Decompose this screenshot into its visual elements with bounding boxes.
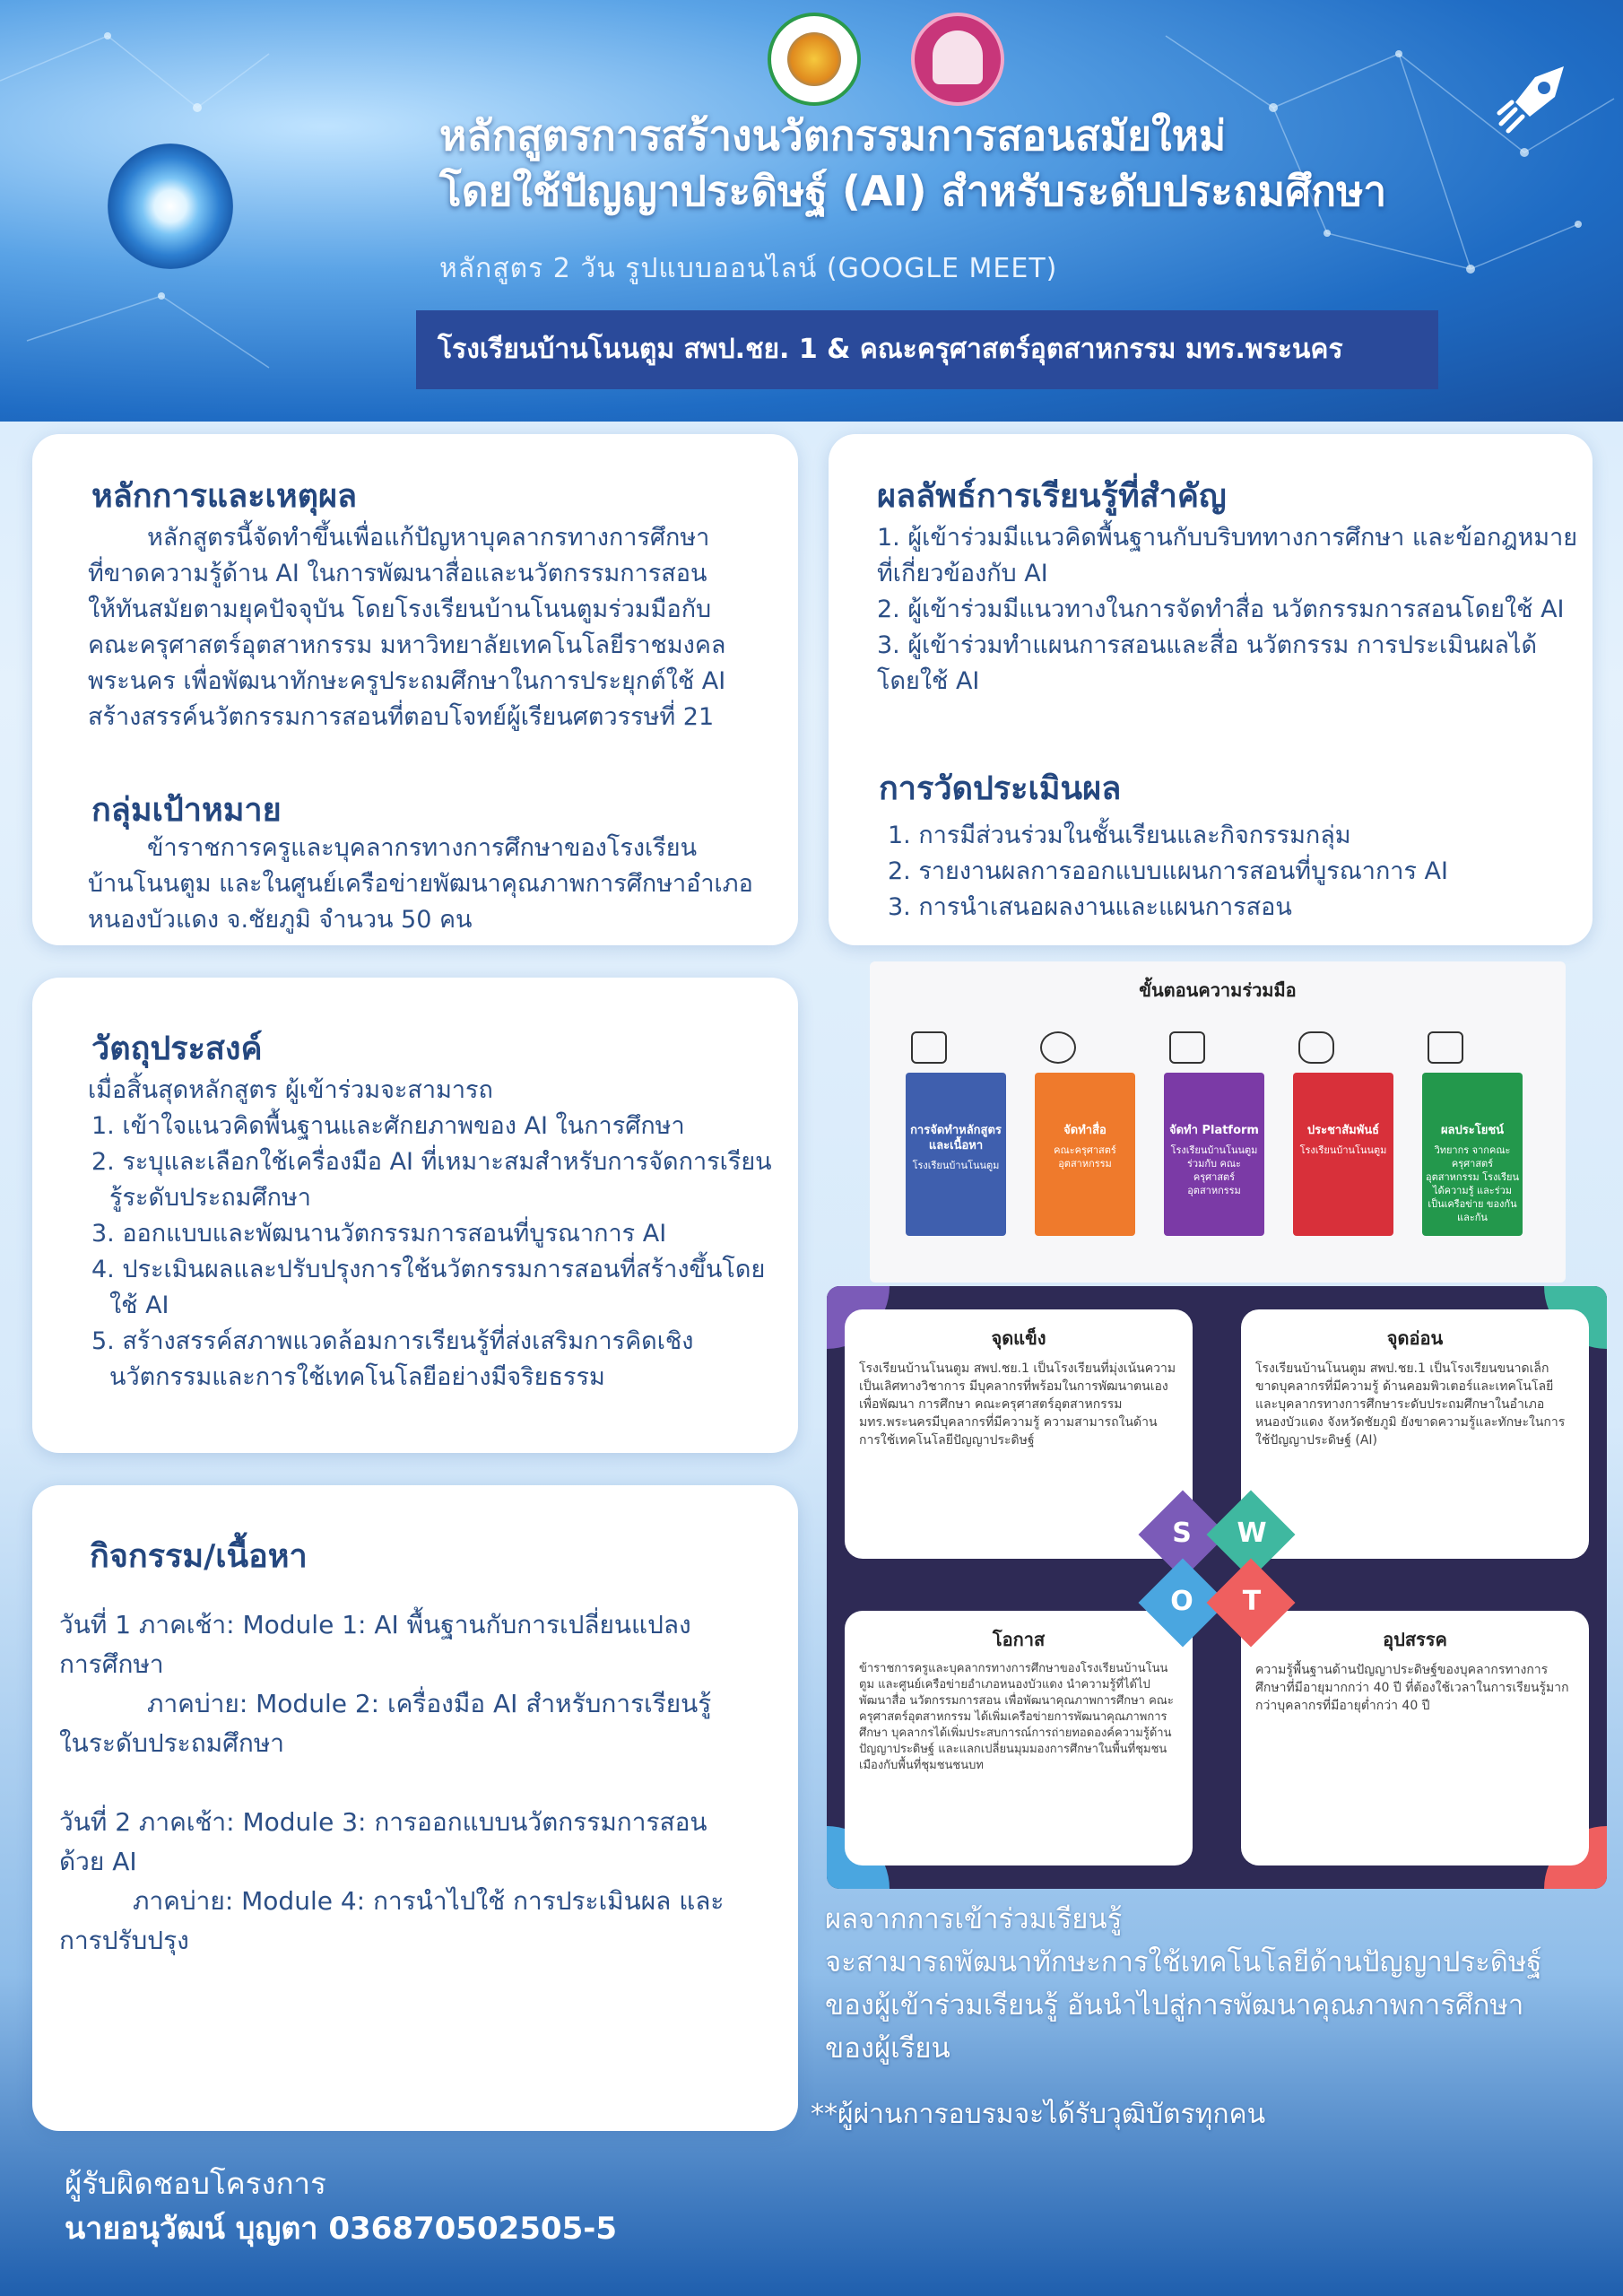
objective-item: 5. สร้างสรรค์สภาพแวดล้อมการเรียนรู้ที่ส่งเสริมการคิดเชิง (91, 1327, 694, 1355)
threat-text: ความรู้พื้นฐานด้านปัญญาประดิษฐ์ของบุคลากรทางการศึกษาที่มีอายุมากกว่า 40 ปี ที่ต้องใช้เวลาในการเรียนรู้มากกว่าบุคลากรที่มีอายุต่ำกว่า 40 ปี (1255, 1663, 1569, 1713)
strength-title: จุดแข็ง (991, 1327, 1046, 1349)
rationale-line: ที่ขาดความรู้ด้าน AI ในการพัฒนาสื่อและนวัตกรรมการสอน (88, 560, 707, 587)
rationale-card (32, 434, 798, 945)
organizer-banner: โรงเรียนบ้านโนนตูม สพป.ชย. 1 & คณะครุศาสตร์อุตสาหกรรม มทร.พระนคร (416, 310, 1438, 389)
activities-heading: กิจกรรม/เนื้อหา (90, 1538, 308, 1575)
step-head: ประชาสัมพันธ์ (1306, 1124, 1380, 1137)
strength-text: โรงเรียนบ้านโนนตูม สพป.ชย.1 เป็นโรงเรียนที่มุ่งเน้นความเป็นเลิศทางวิชาการ มีบุคลากรที่พร้อมในการพัฒนาตนเอง เพื่อพัฒนา การศึกษา คณะครุศาสตร์อุตสาหกรรม มทร.พระนครมีบุคลากรที่มีความรู้ ความสามารถในด้านการใช้เทคโนโลยีปัญญาประดิษฐ์ (859, 1361, 1176, 1448)
activity-line: การปรับปรุง (59, 1926, 189, 1955)
rationale-line: หลักสูตรนี้จัดทำขึ้นเพื่อแก้ปัญหาบุคลากรทางการศึกษา (147, 524, 710, 552)
collaboration-steps (870, 961, 1566, 1283)
swot-diagram (827, 1286, 1607, 1889)
outcome-item: 3. ผู้เข้าร่วมทำแผนการสอนและสื่อ นวัตกรรม การประเมินผลได้ (877, 631, 1538, 659)
step-card (1164, 1073, 1264, 1236)
step-head: จัดทำ Platform (1169, 1124, 1259, 1137)
responsible-name: นายอนุวัฒน์ บุญตา 036870502505-5 (65, 2211, 618, 2247)
result-statement (825, 1898, 1614, 2070)
objective-item: นวัตกรรมและการใช้เทคโนโลยีอย่างมีจริยธรรม (109, 1363, 605, 1391)
activity-line: ภาคบ่าย: Module 4: การนำไปใช้ การประเมินผล และ (133, 1886, 725, 1916)
rationale-line: ให้ทันสมัยตามยุคปัจจุบัน โดยโรงเรียนบ้านโนนตูมร่วมมือกับ (88, 596, 712, 623)
steps-title: ขั้นตอนความร่วมมือ (1139, 979, 1297, 1001)
evaluation-item: 1. การมีส่วนร่วมในชั้นเรียนและกิจกรรมกลุ่ม (888, 822, 1351, 849)
swot-letter-s: S (1172, 1518, 1192, 1549)
step-head: การจัดทำหลักสูตร และเนื้อหา (910, 1124, 1002, 1152)
opportunity-text: ข้าราชการครูและบุคลากรทางการศึกษาของโรงเรียนบ้านโนนตูม และศูนย์เครือข่ายอำเภอหนองบัวแดง นำความรู้ที่ได้ไปพัฒนาสื่อ นวัตกรรมการสอน เพื่อพัฒนาคุณภาพการศึกษา คณะครุศาสตร์อุตสาหกรรม ได้เพิ่มเครือข่ายการพัฒนาคุณภาพการศึกษา บุคลากรได้เพิ่มประสบการณ์การถ่ายทอดองค์ความรู้ด้านปัญญาประดิษฐ์ และแลกเปลี่ยนมุมมองการศึกษาในพื้นที่ชุมชนเมืองกับพื้นที่ชุมชนชนบท (859, 1662, 1174, 1772)
activity-line: ภาคบ่าย: Module 2: เครื่องมือ AI สำหรับการเรียนรู้ (147, 1689, 712, 1718)
outcome-item: 2. ผู้เข้าร่วมมีแนวทางในการจัดทำสื่อ นวัตกรรมการสอนโดยใช้ AI (877, 596, 1565, 623)
step-desc: คณะครุศาสตร์ อุตสาหกรรม (1054, 1144, 1116, 1170)
result-line: ผลจากการเข้าร่วมเรียนรู้ (825, 1903, 1123, 1935)
swot-opportunity (845, 1611, 1193, 1866)
opportunity-title: โอกาส (992, 1629, 1046, 1650)
rationale-line: คณะครุศาสตร์อุตสาหกรรม มหาวิทยาลัยเทคโนโลยีราชมงคล (88, 631, 726, 659)
rationale-line: พระนคร เพื่อพัฒนาทักษะครูประถมศึกษาในการประยุกต์ใช้ AI (88, 667, 726, 695)
outcomes-card (829, 434, 1593, 945)
activity-line: วันที่ 2 ภาคเช้า: Module 3: การออกแบบนวัตกรรมการสอน (59, 1807, 707, 1837)
objective-item: 4. ประเมินผลและปรับปรุงการใช้นวัตกรรมการสอนที่สร้างขึ้นโดย (91, 1256, 766, 1283)
outcome-item: ที่เกี่ยวข้องกับ AI (877, 560, 1048, 587)
evaluation-item: 2. รายงานผลการออกแบบแผนการสอนที่บูรณาการ AI (888, 857, 1448, 885)
step-card (906, 1073, 1006, 1236)
certificate-note: **ผู้ผ่านการอบรมจะได้รับวุฒิบัตรทุกคน (811, 2099, 1266, 2130)
subtitle: หลักสูตร 2 วัน รูปแบบออนไลน์ (GOOGLE MEET) (439, 253, 1058, 284)
swot-threat (1241, 1611, 1589, 1866)
team-icon (1040, 1031, 1076, 1064)
objectives-card (32, 978, 798, 1453)
weakness-title: จุดอ่อน (1386, 1327, 1444, 1349)
activity-line: ด้วย AI (59, 1847, 137, 1876)
step-card (1293, 1073, 1393, 1236)
swot-strength (845, 1309, 1193, 1559)
rationale-heading: หลักการและเหตุผล (91, 478, 358, 515)
school-logo (768, 13, 861, 106)
outcome-item: โดยใช้ AI (877, 667, 980, 695)
step-desc: โรงเรียนบ้านโนนตูม (912, 1160, 1000, 1171)
weakness-text: โรงเรียนบ้านโนนตูม สพป.ชย.1 เป็นโรงเรียนขนาดเล็ก ขาดบุคลากรที่มีความรู้ ด้านคอมพิวเตอร์และเทคโนโลยี และบุคลากรทางการศึกษาระดับประถมศึกษาในอำเภอหนองบัวแดง จังหวัดชัยภูมิ ยังขาดความรู้และทักษะในการใช้ปัญญาประดิษฐ์ (AI) (1255, 1361, 1566, 1448)
activity-line: การศึกษา (59, 1649, 164, 1679)
title-line-1: หลักสูตรการสร้างนวัตกรรมการสอนสมัยใหม่ (439, 111, 1227, 160)
activity-line: วันที่ 1 ภาคเช้า: Module 1: AI พื้นฐานกับการเปลี่ยนแปลง (59, 1610, 691, 1639)
result-line: ของผู้เข้าร่วมเรียนรู้ อันนำไปสู่การพัฒนาคุณภาพการศึกษา (825, 1989, 1524, 2022)
target-heading: กลุ่มเป้าหมาย (91, 792, 282, 829)
target-line: ข้าราชการครูและบุคลากรทางการศึกษาของโรงเรียน (147, 834, 698, 862)
step-head: จัดทำสื่อ (1063, 1124, 1107, 1137)
screen-icon (1169, 1031, 1205, 1064)
objective-item: 3. ออกแบบและพัฒนานวัตกรรมการสอนที่บูรณาการ AI (91, 1220, 667, 1248)
step-desc: โรงเรียนบ้านโนนตูม (1299, 1144, 1387, 1156)
objective-item: รู้ระดับประถมศึกษา (109, 1184, 311, 1212)
threat-title: อุปสรรค (1383, 1629, 1447, 1650)
activity-line: ในระดับประถมศึกษา (59, 1728, 285, 1758)
target-line: บ้านโนนตูม และในศูนย์เครือข่ายพัฒนาคุณภาพการศึกษาอำเภอ (88, 870, 753, 898)
objective-item: ใช้ AI (109, 1292, 169, 1319)
evaluation-heading: การวัดประเมินผล (879, 770, 1122, 807)
objectives-intro: เมื่อสิ้นสุดหลักสูตร ผู้เข้าร่วมจะสามารถ (88, 1076, 493, 1104)
step-desc: โรงเรียนบ้านโนนตูม ร่วมกับ คณะครุศาสตร์ อุตสาหกรรม (1170, 1144, 1258, 1196)
evaluation-item: 3. การนำเสนอผลงานและแผนการสอน (888, 893, 1292, 921)
step-card (1035, 1073, 1135, 1236)
handshake-icon (1298, 1031, 1334, 1064)
swot-letter-o: O (1170, 1586, 1193, 1617)
step-card (1422, 1073, 1523, 1236)
responsible-label: ผู้รับผิดชอบโครงการ (65, 2166, 326, 2201)
result-line: จะสามารถพัฒนาทักษะการใช้เทคโนโลยีด้านปัญญาประดิษฐ์ (825, 1946, 1542, 1979)
swot-letter-t: T (1242, 1586, 1262, 1617)
objective-item: 2. ระบุและเลือกใช้เครื่องมือ AI ที่เหมาะสมสำหรับการจัดการเรียน (91, 1148, 772, 1176)
target-icon (911, 1031, 947, 1064)
activities-card (32, 1485, 798, 2131)
result-line: ของผู้เรียน (825, 2032, 950, 2065)
objective-item: 1. เข้าใจแนวคิดพื้นฐานและศักยภาพของ AI ในการศึกษา (91, 1112, 685, 1140)
glowing-eye-graphic (108, 144, 233, 269)
responsible-person (65, 2161, 617, 2251)
outcome-item: 1. ผู้เข้าร่วมมีแนวคิดพื้นฐานกับบริบททางการศึกษา และข้อกฎหมาย (877, 524, 1578, 552)
outcomes-heading: ผลลัพธ์การเรียนรู้ที่สำคัญ (877, 478, 1227, 515)
objectives-heading: วัตถุประสงค์ (91, 1031, 263, 1067)
step-head: ผลประโยชน์ (1440, 1124, 1505, 1137)
money-icon (1428, 1031, 1463, 1064)
swot-weakness (1241, 1309, 1589, 1559)
title-line-2: โดยใช้ปัญญาประดิษฐ์ (AI) สำหรับระดับประถมศึกษา (439, 167, 1387, 215)
target-line: หนองบัวแดง จ.ชัยภูมิ จำนวน 50 คน (88, 906, 473, 934)
rationale-line: สร้างสรรค์นวัตกรรมการสอนที่ตอบโจทย์ผู้เรียนศตวรรษที่ 21 (88, 703, 715, 731)
university-logo (911, 13, 1004, 106)
page-title (439, 108, 1605, 219)
swot-letter-w: W (1237, 1518, 1267, 1549)
step-desc: วิทยากร จากคณะ ครุศาสตร์อุตสาหกรรม โรงเรียนได้ความรู้ และร่วมเป็นเครือข่าย ของกันและกัน (1426, 1144, 1519, 1223)
